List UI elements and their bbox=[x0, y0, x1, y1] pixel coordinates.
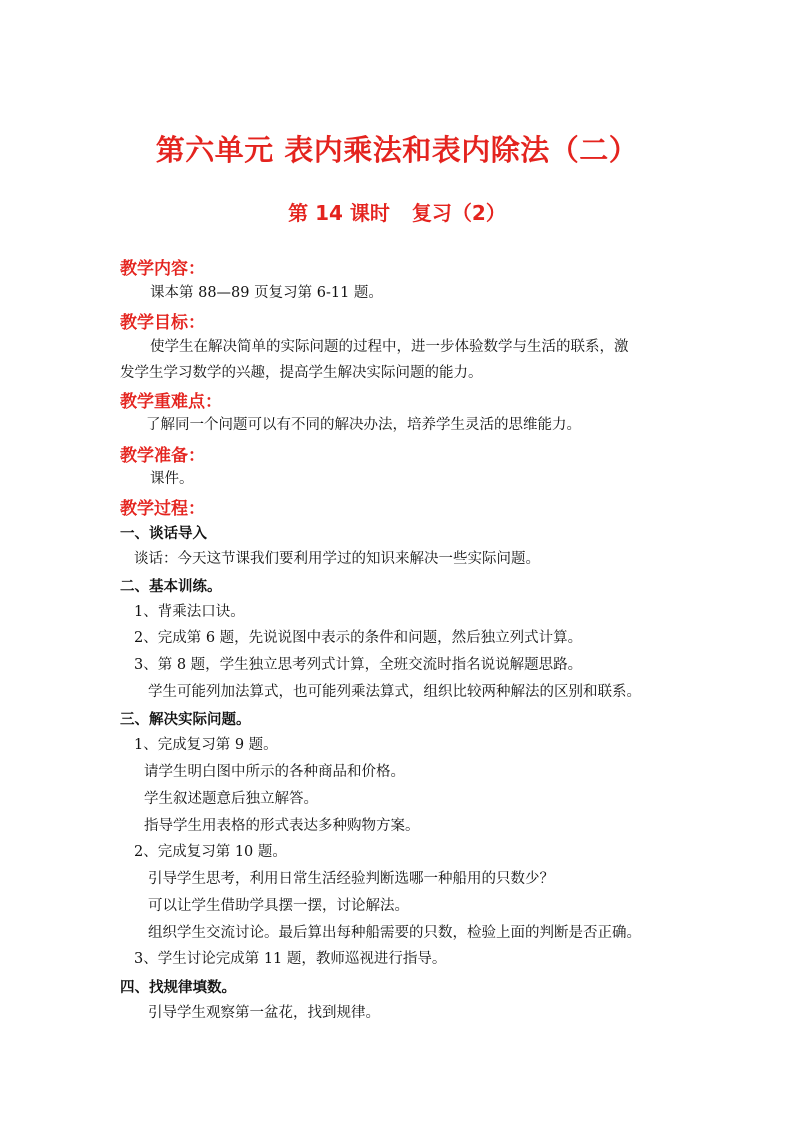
step-3-heading: 三、解决实际问题。 bbox=[120, 712, 251, 728]
document-title: 第六单元 表内乘法和表内除法（二） bbox=[155, 133, 639, 167]
section-goal-heading: 教学目标： bbox=[120, 313, 205, 333]
section-content-heading: 教学内容： bbox=[120, 259, 205, 279]
lesson-subtitle bbox=[0, 197, 794, 226]
step-2-heading: 二、基本训练。 bbox=[120, 579, 222, 595]
step-1-heading: 一、谈话导入 bbox=[120, 526, 207, 542]
step-3-item-2: 2、完成复习第 10 题。 bbox=[134, 844, 287, 860]
step-3-item-1-b: 学生叙述题意后独立解答。 bbox=[144, 791, 318, 807]
step-3-item-1-a: 请学生明白图中所示的各种商品和价格。 bbox=[144, 764, 405, 780]
lesson-topic: 复习（2） bbox=[411, 201, 506, 225]
step-4-text: 引导学生观察第一盆花，找到规律。 bbox=[148, 1005, 380, 1021]
step-3-item-2-a: 引导学生思考，利用日常生活经验判断选哪一种船用的只数少？ bbox=[148, 871, 554, 887]
step-2-item-1: 1、背乘法口诀。 bbox=[134, 604, 245, 620]
step-3-item-2-c: 组织学生交流讨论。最后算出每种船需要的只数，检验上面的判断是否正确。 bbox=[148, 925, 641, 941]
section-prep-heading: 教学准备： bbox=[120, 446, 205, 466]
section-prep-text: 课件。 bbox=[150, 471, 194, 487]
step-3-item-3: 3、学生讨论完成第 11 题，教师巡视进行指导。 bbox=[134, 951, 447, 967]
step-2-item-3-note: 学生可能列加法算式，也可能列乘法算式，组织比较两种解法的区别和联系。 bbox=[148, 684, 641, 700]
step-4-heading: 四、找规律填数。 bbox=[120, 980, 236, 996]
section-content-text: 课本第 88—89 页复习第 6-11 题。 bbox=[150, 285, 383, 301]
section-goal-line-2: 发学生学习数学的兴趣，提高学生解决实际问题的能力。 bbox=[120, 365, 483, 381]
section-key-heading: 教学重难点： bbox=[120, 392, 222, 412]
section-key-text: 了解同一个问题可以有不同的解决办法，培养学生灵活的思维能力。 bbox=[146, 417, 581, 433]
step-2-item-2: 2、完成第 6 题，先说说图中表示的条件和问题，然后独立列式计算。 bbox=[134, 630, 583, 646]
step-3-item-1: 1、完成复习第 9 题。 bbox=[134, 737, 278, 753]
step-3-item-2-b: 可以让学生借助学具摆一摆，讨论解法。 bbox=[148, 898, 409, 914]
step-1-text: 谈话：今天这节课我们要利用学过的知识来解决一些实际问题。 bbox=[134, 551, 540, 567]
lesson-number: 第 14 课时 bbox=[288, 201, 390, 225]
step-3-item-1-c: 指导学生用表格的形式表达多种购物方案。 bbox=[144, 818, 420, 834]
section-process-heading: 教学过程： bbox=[120, 499, 205, 519]
section-goal-line-1: 使学生在解决简单的实际问题的过程中，进一步体验数学与生活的联系，激 bbox=[150, 339, 629, 355]
step-2-item-3: 3、第 8 题，学生独立思考列式计算，全班交流时指名说说解题思路。 bbox=[134, 657, 583, 673]
